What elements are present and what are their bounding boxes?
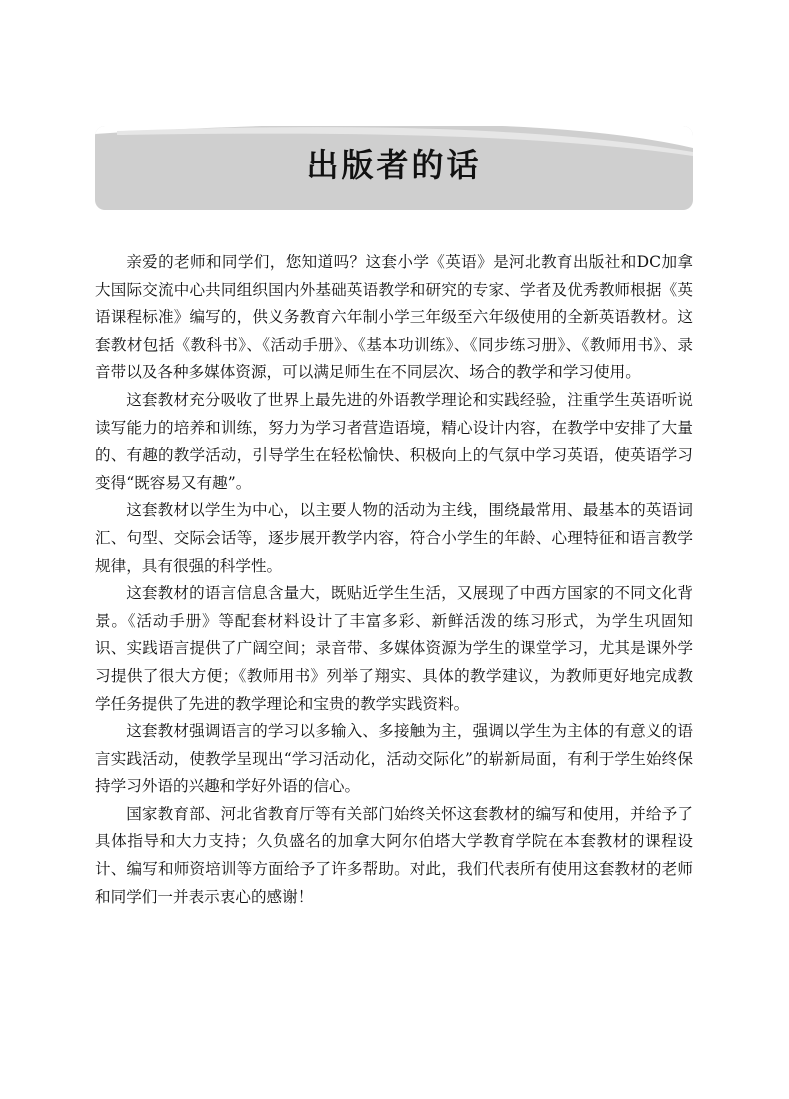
- paragraph-4: 这套教材的语言信息含量大，既贴近学生生活，又展现了中西方国家的不同文化背景。《活动手册》等配套材料设计了丰富多彩、新鲜活泼的练习形式，为学生巩固知识、实践语言提供了广阔空间；录音带、多媒体资源为学生的课堂学习，尤其是课外学习提供了很大方便；《教师用书》列举了翔实、具体的教学建议，为教师更好地完成教学任务提供了先进的教学理论和宝贵的教学实践资料。: [95, 584, 693, 713]
- paragraph-1: 亲爱的老师和同学们，您知道吗？这套小学《英语》是河北教育出版社和DC加拿大国际交流中心共同组织国内外基础英语教学和研究的专家、学者及优秀教师根据《英语课程标准》编写的，供义务教育六年制小学三年级至六年级使用的全新英语教材。这套教材包括《教科书》、《活动手册》、《基本功训练》、《同步练习册》、《教师用书》、录音带以及各种多媒体资源，可以满足师生在不同层次、场合的教学和学习使用。: [95, 253, 693, 382]
- paragraph-3: 这套教材以学生为中心，以主要人物的活动为主线，围绕最常用、最基本的英语词汇、句型、交际会话等，逐步展开教学内容，符合小学生的年龄、心理特征和语言教学规律，具有很强的科学性。: [95, 501, 693, 575]
- paragraph-5: 这套教材强调语言的学习以多输入、多接触为主，强调以学生为主体的有意义的语言实践活动，使教学呈现出“学习活动化，活动交际化”的崭新局面，有利于学生始终保持学习外语的兴趣和学好外语的信心。: [95, 722, 693, 796]
- title-banner: [95, 126, 693, 210]
- preface-body: [95, 249, 693, 911]
- page-title: 出版者的话: [306, 146, 482, 184]
- paragraph-6: 国家教育部、河北省教育厅等有关部门始终关怀这套教材的编写和使用，并给予了具体指导和大力支持；久负盛名的加拿大阿尔伯塔大学教育学院在本套教材的课程设计、编写和师资培训等方面给予了许多帮助。对此，我们代表所有使用这套教材的老师和同学们一并表示衷心的感谢！: [95, 804, 693, 906]
- paragraph-2: 这套教材充分吸收了世界上最先进的外语教学理论和实践经验，注重学生英语听说读写能力的培养和训练，努力为学习者营造语境，精心设计内容，在教学中安排了大量的、有趣的教学活动，引导学生在轻松愉快、积极向上的气氛中学习英语，使英语学习变得“既容易又有趣”。: [95, 390, 693, 492]
